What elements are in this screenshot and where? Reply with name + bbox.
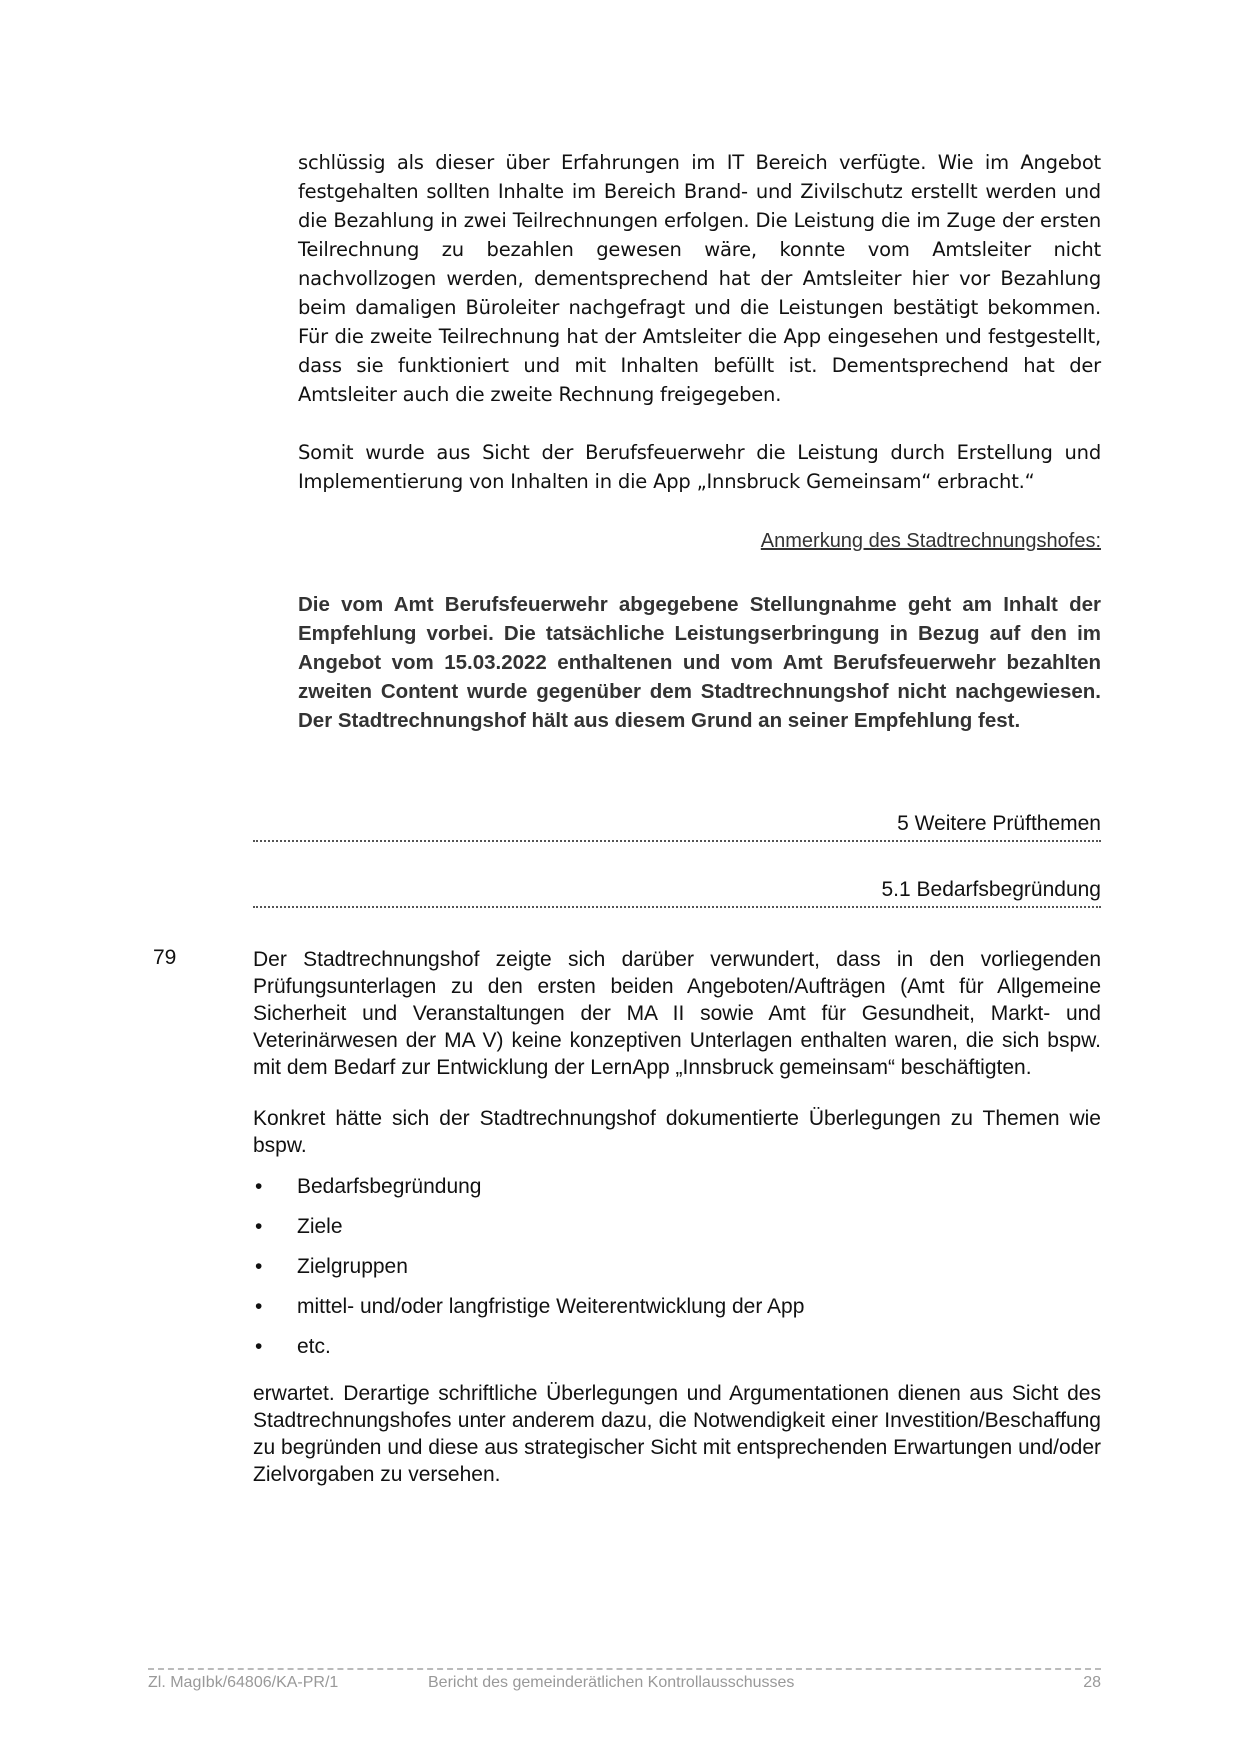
list-item xyxy=(253,1173,1101,1200)
list-item-text: Ziele xyxy=(297,1215,343,1238)
bullet-icon: • xyxy=(255,1215,263,1238)
list-item-text: Zielgruppen xyxy=(297,1255,408,1278)
quote-paragraph: Somit wurde aus Sicht der Berufsfeuerwehr die Leistung durch Erstellung und Implementierung von Inhalten in die App „Innsbruck Gemeinsam“ erbracht.“ xyxy=(298,441,1101,493)
body-paragraph: Der Stadtrechnungshof zeigte sich darüber verwundert, dass in den vorliegenden Prüfungsunterlagen zu den ersten beiden Angeboten/Aufträgen (Amt für Allgemeine Sicherheit und Veranstaltungen der MA II sowie Amt für Gesundheit, Markt- und Veterinärwesen der MA V) keine konzeptiven Unterlagen enthalten waren, die sich bspw. mit dem Bedarf zur Entwicklung der LernApp „Innsbruck gemeinsam“ beschäftigten. xyxy=(253,948,1101,1079)
footer-reference: Zl. MagIbk/64806/KA-PR/1 xyxy=(148,1674,339,1691)
list-item-text: Bedarfsbegründung xyxy=(297,1175,482,1198)
page-number: 28 xyxy=(1083,1674,1101,1691)
section-heading: 5 Weitere Prüfthemen xyxy=(253,812,1101,842)
subsection-heading: 5.1 Bedarfsbegründung xyxy=(253,878,1101,908)
paragraph-number: 79 xyxy=(153,946,177,969)
footer-title: Bericht des gemeinderätlichen Kontrollausschusses xyxy=(428,1674,795,1691)
list-item-text: mittel- und/oder langfristige Weiterentwicklung der App xyxy=(297,1295,805,1318)
list-item xyxy=(253,1333,1101,1360)
remark-title-text: Anmerkung des Stadtrechnungshofes: xyxy=(760,530,1101,552)
list-item xyxy=(253,1253,1101,1280)
body-paragraph: erwartet. Derartige schriftliche Überlegungen und Argumentationen dienen aus Sicht des Stadtrechnungshofes unter anderem dazu, die Notwendigkeit einer Investition/Beschaffung zu begründen und diese aus strategischer Sicht mit entsprechenden Erwartungen und/oder Zielvorgaben zu versehen. xyxy=(253,1382,1101,1486)
page-footer xyxy=(148,1668,1101,1691)
bullet-icon: • xyxy=(255,1335,263,1358)
bullet-icon: • xyxy=(255,1255,263,1278)
list-item xyxy=(253,1213,1101,1240)
bullet-icon: • xyxy=(255,1295,263,1318)
remark-text: Die vom Amt Berufsfeuerwehr abgegebene Stellungnahme geht am Inhalt der Empfehlung vorbei. Die tatsächliche Leistungserbringung in Bezug auf den im Angebot vom 15.03.2022 enthaltenen und vom Amt Berufsfeuerwehr bezahlten zweiten Content wurde gegenüber dem Stadtrechnungshof nicht nachgewiesen. Der Stadtrechnungshof hält aus diesem Grund an seiner Empfehlung fest. xyxy=(298,593,1101,732)
quoted-statement xyxy=(298,148,1101,525)
section-body xyxy=(253,946,1101,1512)
quote-paragraph: schlüssig als dieser über Erfahrungen im IT Bereich verfügte. Wie im Angebot festgehalten sollten Inhalte im Bereich Brand- und Zivilschutz erstellt werden und die Bezahlung in zwei Teilrechnungen erfolgen. Die Leistung die im Zuge der ersten Teilrechnung zu bezahlen gewesen wäre, konnte vom Amtsleiter nicht nachvollzogen werden, dementsprechend hat der Amtsleiter hier vor Bezahlung beim damaligen Büroleiter nachgefragt und die Leistungen bestätigt bekommen. Für die zweite Teilrechnung hat der Amtsleiter die App eingesehen und festgestellt, dass sie funktioniert und mit Inhalten befüllt ist. Dementsprechend hat der Amtsleiter auch die zweite Rechnung freigegeben. xyxy=(298,151,1101,406)
body-paragraph: Konkret hätte sich der Stadtrechnungshof dokumentierte Überlegungen zu Themen wie bspw. xyxy=(253,1107,1101,1157)
list-item-text: etc. xyxy=(297,1335,331,1358)
bullet-icon: • xyxy=(255,1175,263,1198)
list-item xyxy=(253,1293,1101,1320)
remark-title xyxy=(298,530,1101,553)
bullet-list xyxy=(253,1173,1101,1360)
